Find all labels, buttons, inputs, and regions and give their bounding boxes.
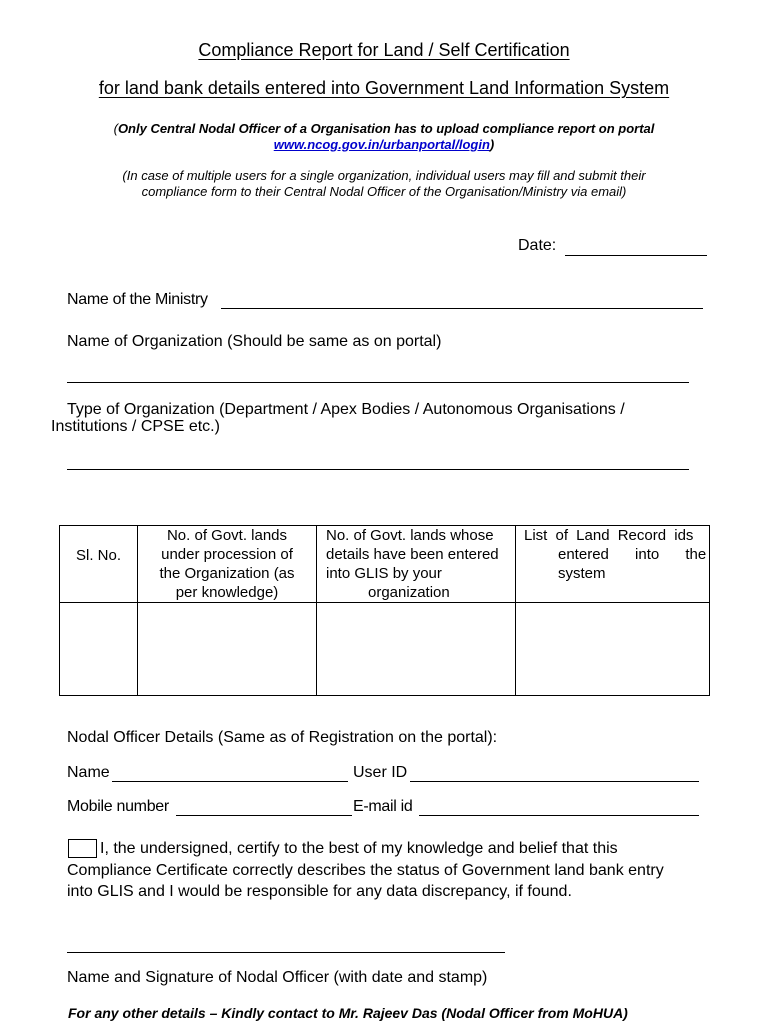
nodal-heading: Nodal Officer Details (Same as of Registration on the portal): (67, 729, 498, 746)
org-type-field[interactable] (67, 469, 689, 470)
date-label: Date: (518, 237, 557, 254)
page-subtitle: for land bank details entered into Government Land Information System (98, 78, 670, 98)
cell-land-record-ids[interactable] (516, 603, 710, 696)
header-col2-line3: the Organization (as (159, 565, 295, 582)
cell-sl-no[interactable] (60, 603, 138, 696)
header-lands-under-procession (138, 526, 317, 603)
email-label: E-mail id (353, 798, 413, 815)
checkbox-box[interactable] (68, 839, 97, 858)
header-col3-line1: No. of Govt. lands whose (326, 527, 494, 544)
header-col4-line1: List of Land Record ids (524, 527, 694, 544)
header-col3-line4: organization (368, 584, 450, 601)
certify-text-line1: I, the undersigned, certify to the best of my knowledge and belief that this (100, 840, 618, 857)
upload-note (0, 121, 768, 153)
header-col4-line3: system (558, 565, 606, 582)
header-sl-no-text: Sl. No. (75, 546, 121, 564)
signature-label: Name and Signature of Nodal Officer (with date and stamp) (67, 969, 488, 986)
table-header-row (60, 526, 710, 603)
organization-field[interactable] (67, 382, 689, 383)
upload-note-close: ) (489, 137, 495, 152)
header-col3-line2: details have been entered (326, 546, 499, 563)
header-sl-no (60, 526, 138, 603)
land-details-table (59, 525, 710, 696)
org-type-label-line1: Type of Organization (Department / Apex Bodies / Autonomous Organisations / (67, 401, 625, 418)
header-col3-line3: into GLIS by your (326, 565, 442, 582)
mobile-field[interactable] (176, 815, 352, 816)
cell-lands-entered-glis[interactable] (317, 603, 516, 696)
portal-link[interactable]: www.ncog.gov.in/urbanportal/login (273, 137, 490, 152)
certify-text-line3: into GLIS and I would be responsible for any data discrepancy, if found. (67, 883, 572, 900)
certify-checkbox[interactable] (68, 839, 97, 858)
date-field[interactable] (565, 255, 707, 256)
mobile-label: Mobile number (67, 798, 169, 815)
email-field[interactable] (419, 815, 699, 816)
header-col2-line1: No. of Govt. lands (166, 527, 288, 544)
contact-footer: For any other details – Kindly contact to Mr. Rajeev Das (Nodal Officer from MoHUA) (68, 1005, 628, 1021)
userid-label: User ID (353, 764, 408, 781)
header-col4-line2: entered into the (558, 546, 707, 563)
userid-field[interactable] (410, 781, 699, 782)
name-label: Name (67, 764, 110, 781)
page-title: Compliance Report for Land / Self Certification (198, 40, 570, 60)
header-col2-line4: per knowledge) (175, 584, 279, 601)
name-field[interactable] (112, 781, 348, 782)
multiple-users-note (0, 168, 768, 200)
ministry-label: Name of the Ministry (67, 291, 208, 308)
multiple-users-note-line2: compliance form to their Central Nodal Officer of the Organisation/Ministry via email) (141, 184, 627, 199)
multiple-users-note-line1: (In case of multiple users for a single organization, individual users may fill and submit their (122, 168, 646, 183)
org-type-label-line2: Institutions / CPSE etc.) (51, 418, 220, 435)
header-lands-entered-glis (317, 526, 516, 603)
upload-note-open: ( (113, 121, 118, 136)
cell-lands-under-procession[interactable] (138, 603, 317, 696)
upload-note-text: Only Central Nodal Officer of a Organisation has to upload compliance report on portal (117, 121, 655, 136)
organization-label: Name of Organization (Should be same as on portal) (67, 333, 442, 350)
ministry-field[interactable] (221, 308, 703, 309)
signature-field[interactable] (67, 952, 505, 953)
table-row (60, 603, 710, 696)
header-land-record-ids (516, 526, 710, 603)
header-col2-line2: under procession of (161, 546, 293, 563)
certify-text-line2: Compliance Certificate correctly describes the status of Government land bank entry (67, 862, 664, 879)
